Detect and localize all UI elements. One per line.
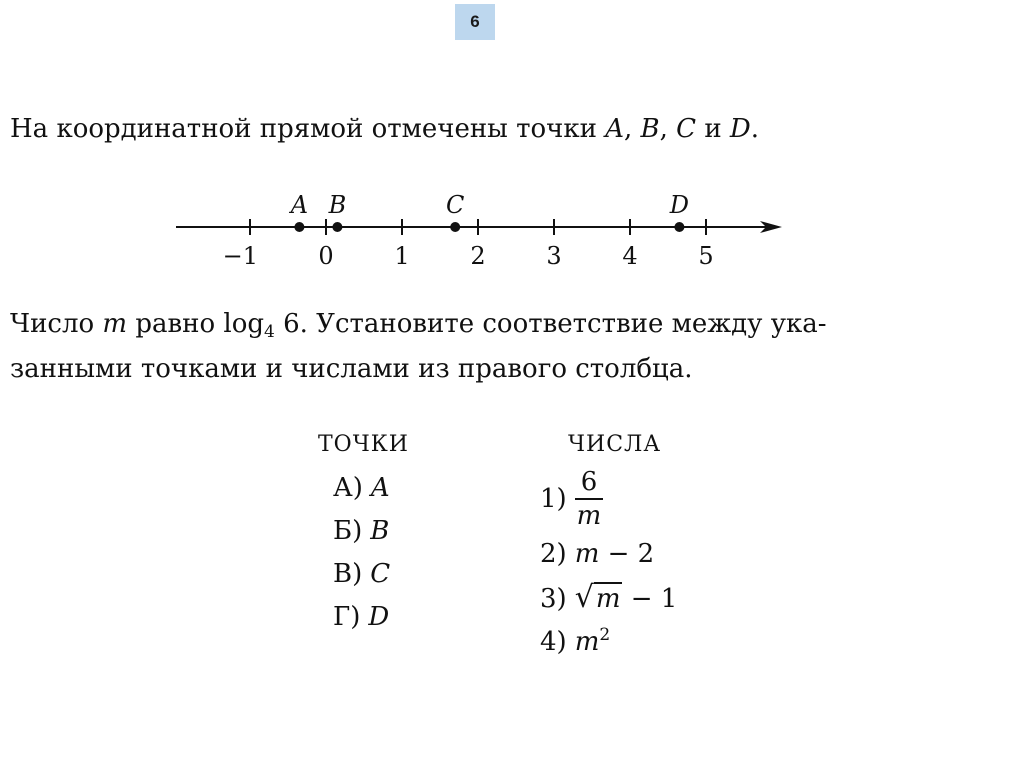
number-option-var: m xyxy=(574,539,600,569)
point-option-label: В) xyxy=(333,559,363,589)
point-option-label: Г) xyxy=(333,602,361,632)
intro-sep-1: , xyxy=(623,114,641,144)
number-line-tick-label: −1 xyxy=(222,242,258,270)
intro-point-a: A xyxy=(605,114,624,144)
intro-sentence xyxy=(10,112,759,146)
task-log-text: равно log xyxy=(127,309,264,339)
number-option-rest: − 2 xyxy=(599,539,655,569)
point-option-value: A xyxy=(370,473,390,503)
slide-number-badge: 6 xyxy=(455,4,495,40)
number-line-tick-label: 4 xyxy=(622,242,638,270)
fraction xyxy=(575,468,604,530)
number-line-tick-label: 0 xyxy=(318,242,334,270)
number-line-tick-label: 1 xyxy=(394,242,410,270)
task-line-2: занными точками и числами из правого столбца. xyxy=(10,354,693,384)
number-option-label: 1) xyxy=(540,484,567,514)
point-option-value: B xyxy=(370,516,390,546)
point-option-d xyxy=(333,601,389,633)
intro-end: . xyxy=(750,114,760,144)
number-line-tick-label: 5 xyxy=(698,242,714,270)
number-line-point-label: A xyxy=(290,191,309,219)
square-root xyxy=(575,582,623,615)
task-prefix: Число xyxy=(10,309,103,339)
number-line-point-label: B xyxy=(328,191,347,219)
task-line-1 xyxy=(10,307,827,341)
number-option-2 xyxy=(540,538,654,570)
number-line xyxy=(0,180,1024,280)
point-option-label: Б) xyxy=(333,516,363,546)
square-root-sign: √ xyxy=(574,580,594,615)
point-option-value: C xyxy=(370,559,391,589)
point-option-label: А) xyxy=(333,473,363,503)
intro-point-c: C xyxy=(676,114,697,144)
numbers-column-header: ЧИСЛА xyxy=(568,432,662,457)
number-line-point xyxy=(674,222,684,232)
intro-prefix: На координатной прямой отмечены точки xyxy=(10,114,606,144)
fraction-numerator: 6 xyxy=(575,468,604,500)
task-var-m: m xyxy=(102,309,128,339)
number-line-tick-label: 2 xyxy=(470,242,486,270)
number-option-exponent: 2 xyxy=(599,625,611,645)
number-option-var: m xyxy=(574,627,600,657)
point-option-a xyxy=(333,472,390,504)
intro-sep-3: и xyxy=(696,114,730,144)
number-option-3 xyxy=(540,582,677,615)
intro-sep-2: , xyxy=(659,114,677,144)
number-option-label: 4) xyxy=(540,627,567,657)
point-option-c xyxy=(333,558,390,590)
points-column-header: ТОЧКИ xyxy=(318,432,409,457)
fraction-denominator: m xyxy=(576,501,602,531)
number-option-label: 2) xyxy=(540,539,567,569)
point-option-b xyxy=(333,515,389,547)
number-line-point xyxy=(450,222,460,232)
number-option-1 xyxy=(540,468,603,530)
point-option-value: D xyxy=(368,602,390,632)
number-line-point xyxy=(332,222,342,232)
number-line-point xyxy=(294,222,304,232)
number-option-4 xyxy=(540,626,610,658)
number-line-tick-label: 3 xyxy=(546,242,562,270)
task-suffix: 6. Установите соответствие между ука- xyxy=(274,309,827,339)
square-root-radicand: m xyxy=(595,584,621,614)
intro-point-d: D xyxy=(729,114,751,144)
number-option-rest: − 1 xyxy=(622,584,678,614)
task-log-base: 4 xyxy=(263,322,275,342)
number-option-label: 3) xyxy=(540,584,567,614)
number-line-point-label: C xyxy=(446,191,465,219)
number-line-point-label: D xyxy=(669,191,690,219)
intro-point-b: B xyxy=(640,114,660,144)
